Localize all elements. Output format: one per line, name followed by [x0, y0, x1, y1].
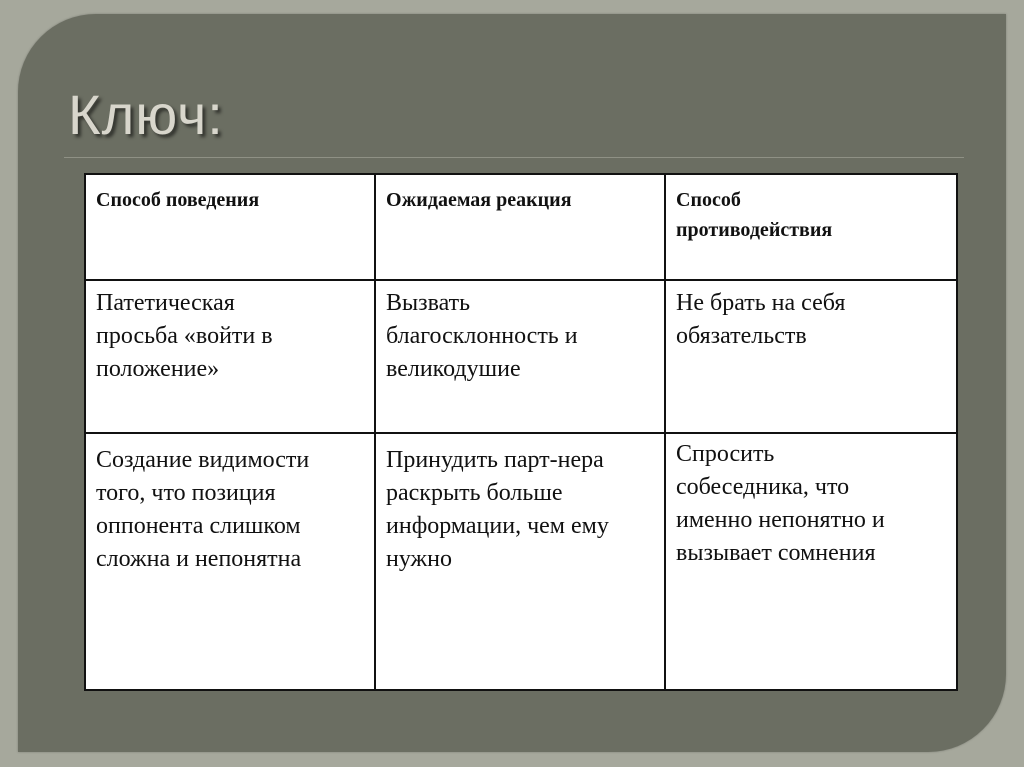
header-cell-reaction [375, 174, 665, 280]
table-header-row [85, 174, 957, 280]
header-text: Способ противодействия [676, 189, 833, 241]
header-text: Ожидаемая реакция [386, 189, 572, 211]
title-divider [64, 157, 964, 158]
table-row [85, 280, 957, 433]
cell-text: Вызвать благосклонность и великодушие [386, 290, 578, 382]
table-cell [665, 280, 957, 433]
cell-text: Спросить собеседника, что именно непонятно и вызывает сомнения [676, 441, 885, 566]
header-text: Способ поведения [96, 189, 260, 211]
table-cell [375, 280, 665, 433]
cell-text: Не брать на себя обязательств [676, 290, 846, 349]
header-cell-counteraction [665, 174, 957, 280]
table-cell [665, 433, 957, 690]
slide-title: Ключ: [68, 83, 224, 146]
header-cell-behavior [85, 174, 375, 280]
cell-text: Патетическая просьба «войти в положение» [96, 290, 273, 382]
table-row [85, 433, 957, 690]
table-cell [85, 280, 375, 433]
cell-text: Принудить парт-нера раскрыть больше информации, чем ему нужно [386, 447, 609, 572]
key-table [84, 173, 958, 691]
table-cell [375, 433, 665, 690]
cell-text: Создание видимости того, что позиция оппонента слишком сложна и непонятна [96, 447, 310, 572]
table-cell [85, 433, 375, 690]
